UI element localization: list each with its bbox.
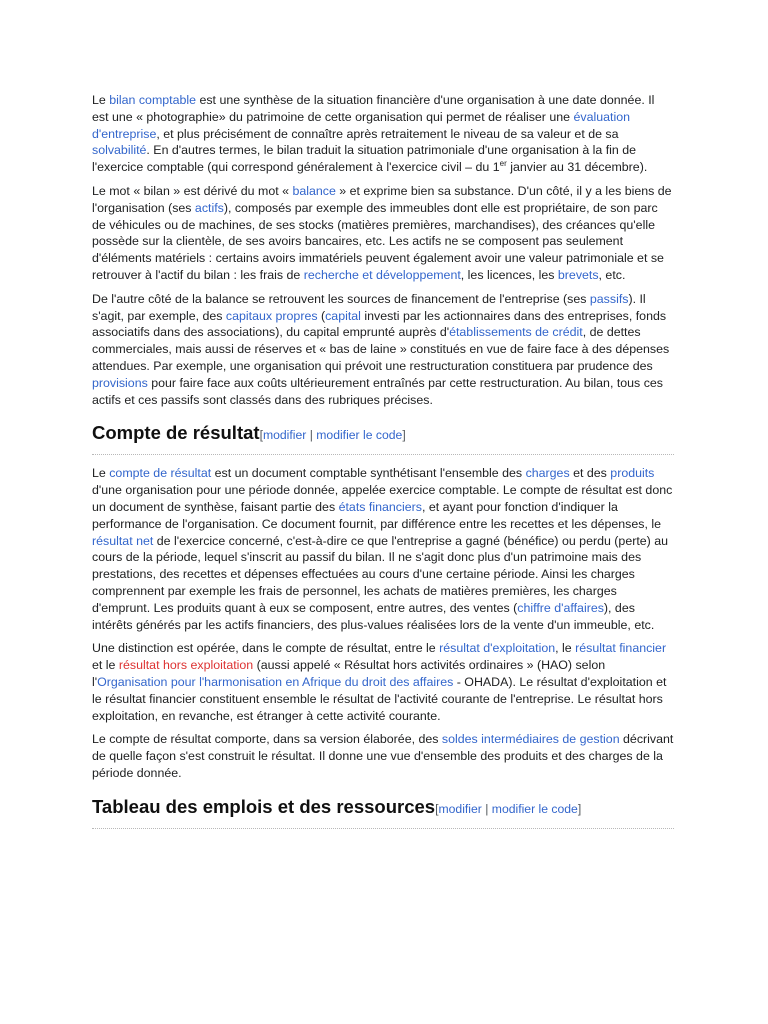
text: , etc.	[598, 267, 626, 282]
bracket: [	[435, 801, 439, 816]
text: pour faire face aux coûts ultérieurement entraînés par cette restructuration. Au bilan, tous ces actifs et ces passifs sont classés dans des rubriques précises.	[92, 375, 663, 407]
heading-tableau-emplois-ressources	[92, 796, 674, 829]
text: et le	[92, 658, 119, 673]
link-resultat-net[interactable]: résultat net	[92, 533, 154, 548]
link-resultat-exploitation[interactable]: résultat d'exploitation	[439, 641, 556, 656]
text: » et exprime bien sa substance. D'un côté, il y a les biens de l'organisation (ses	[92, 183, 672, 215]
text: , et ayant pour fonction d'indiquer la performance de l'organisation. Ce document fournit, par différence entre les recettes et les dépenses, le	[92, 499, 661, 531]
link-etablissements-credit[interactable]: établissements de crédit	[449, 325, 583, 340]
separator: |	[306, 428, 317, 443]
link-solvabilite[interactable]: solvabilité	[92, 143, 147, 158]
text: janvier au 31 décembre).	[506, 160, 648, 175]
paragraph-compte-distinction	[92, 640, 674, 724]
text: est une synthèse de la situation financière d'une organisation à une date donnée. Il est une « photographie» du patrimoine de cette organisation qui permet de réaliser une	[92, 93, 655, 124]
text: et des	[569, 466, 611, 481]
text: , de dettes commerciales, mais aussi de réserves et « bas de laine » constitués en vue de faire face à des dépenses attendues. Par exemple, une organisation qui prévoit une restructuration constituera par prudence des	[92, 325, 670, 373]
link-chiffre-affaires[interactable]: chiffre d'affaires	[517, 600, 604, 615]
text: (	[317, 308, 326, 323]
link-bilan-comptable[interactable]: bilan comptable	[109, 93, 197, 107]
heading-compte-de-resultat	[92, 422, 674, 455]
text: investi par les actionnaires dans des entreprises, fonds associatifs dans des associations), du capital emprunté auprès d'	[92, 308, 667, 340]
superscript: er	[499, 159, 507, 169]
text: Le	[92, 93, 110, 107]
paragraph-compte-soldes	[92, 731, 674, 781]
link-balance[interactable]: balance	[292, 183, 336, 198]
edit-link[interactable]: modifier	[438, 801, 482, 816]
bracket: [	[259, 428, 263, 443]
separator: |	[481, 801, 492, 816]
link-passifs[interactable]: passifs	[589, 291, 629, 306]
text: , le	[555, 641, 576, 656]
link-capital[interactable]: capital	[325, 308, 361, 323]
text: ). Il s'agit, par exemple, des	[92, 291, 646, 323]
text: Le	[92, 466, 110, 481]
heading-text: Tableau des emplois et des ressources	[92, 795, 436, 817]
bracket: ]	[577, 801, 582, 816]
link-capitaux-propres[interactable]: capitaux propres	[225, 308, 318, 323]
link-recherche-developpement[interactable]: recherche et développement	[303, 267, 461, 282]
link-compte-de-resultat[interactable]: compte de résultat	[109, 466, 212, 481]
edit-section-links	[260, 428, 406, 442]
paragraph-bilan-passifs	[92, 291, 674, 409]
paragraph-bilan-actifs	[92, 183, 674, 284]
edit-link[interactable]: modifier	[262, 428, 307, 443]
edit-source-link[interactable]: modifier le code	[316, 428, 403, 443]
text: Le compte de résultat comporte, dans sa version élaborée, des	[92, 732, 442, 747]
link-produits[interactable]: produits	[610, 466, 655, 481]
link-charges[interactable]: charges	[525, 466, 570, 481]
paragraph-compte-definition	[92, 465, 674, 633]
text: , et plus précisément de connaître après retraitement le niveau de sa valeur et de sa	[156, 126, 619, 141]
text: Une distinction est opérée, dans le compte de résultat, entre le	[92, 641, 440, 656]
text: ), des intérêts générés par les actifs financiers, des plus-values réalisées lors de la vente d'un immeuble, etc.	[92, 600, 655, 632]
text: de l'exercice concerné, c'est-à-dire ce que l'entreprise a gagné (bénéfice) ou perdu (perte) au cours de la période, lequel s'inscrit au passif du bilan. Il ne s'agit donc plus d'un patrimoine mais des prestations, des recettes et dépenses effectuées au cours d'une certaine période. Ainsi les charges comprennent par exemple les frais de personnel, les achats de matières premières, les charges d'emprunt. Les produits quant à eux se composent, entre autres, des ventes (	[92, 533, 669, 615]
link-ohada[interactable]: Organisation pour l'harmonisation en Afrique du droit des affaires	[97, 674, 454, 689]
article-content	[92, 92, 674, 829]
link-actifs[interactable]: actifs	[194, 200, 224, 215]
text: d'une organisation pour une période donnée, appelée exercice comptable. Le compte de résultat est donc un document de synthèse, faisant partie des	[92, 483, 673, 514]
link-evaluation-entreprise[interactable]: évaluation d'entreprise	[92, 109, 630, 141]
text: ), composés par exemple des immeubles dont elle est propriétaire, de son parc de véhicules ou de machines, de ses stocks (matières premières, marchandises), des créances qu'elle possède sur la clientèle, de ses avoirs bancaires, etc. Les actifs ne se composent pas seulement d'éléments matériels : certains avoirs immatériels peuvent également avoir une valeur patrimoniale et se retrouver à l'actif du bilan : les frais de	[92, 200, 664, 282]
text: Le mot « bilan » est dérivé du mot «	[92, 183, 293, 198]
edit-source-link[interactable]: modifier le code	[491, 801, 578, 816]
heading-text: Compte de résultat	[92, 422, 260, 444]
redlink-resultat-hors-exploitation[interactable]: résultat hors exploitation	[118, 658, 254, 673]
link-provisions[interactable]: provisions	[92, 375, 148, 390]
text: De l'autre côté de la balance se retrouvent les sources de financement de l'entreprise (ses	[92, 291, 590, 306]
bracket: ]	[402, 428, 406, 443]
text: (aussi appelé « Résultat hors activités ordinaires » (HAO) selon l'	[92, 658, 606, 689]
text: décrivant de quelle façon s'est construit le résultat. Il donne une vue d'ensemble des produits et des charges de la période donnée.	[92, 732, 674, 780]
link-brevets[interactable]: brevets	[557, 267, 599, 282]
text: , les licences, les	[460, 267, 558, 282]
text: . En d'autres termes, le bilan traduit la situation patrimoniale d'une organisation à la fin de l'exercice comptable (qui correspond généralement à l'exercice civil – du 1	[92, 143, 637, 175]
link-resultat-financier[interactable]: résultat financier	[575, 641, 667, 656]
link-soldes-intermediaires[interactable]: soldes intermédiaires de gestion	[441, 732, 620, 747]
paragraph-bilan-definition	[92, 92, 674, 176]
text: est un document comptable synthétisant l'ensemble des	[211, 466, 526, 481]
link-etats-financiers[interactable]: états financiers	[338, 499, 422, 514]
edit-section-links	[435, 802, 581, 816]
text: - OHADA). Le résultat d'exploitation et le résultat financier constituent ensemble le résultat de l'activité courante de l'entreprise. Le résultat hors exploitation, en revanche, est étranger à cette activité courante.	[92, 674, 667, 723]
